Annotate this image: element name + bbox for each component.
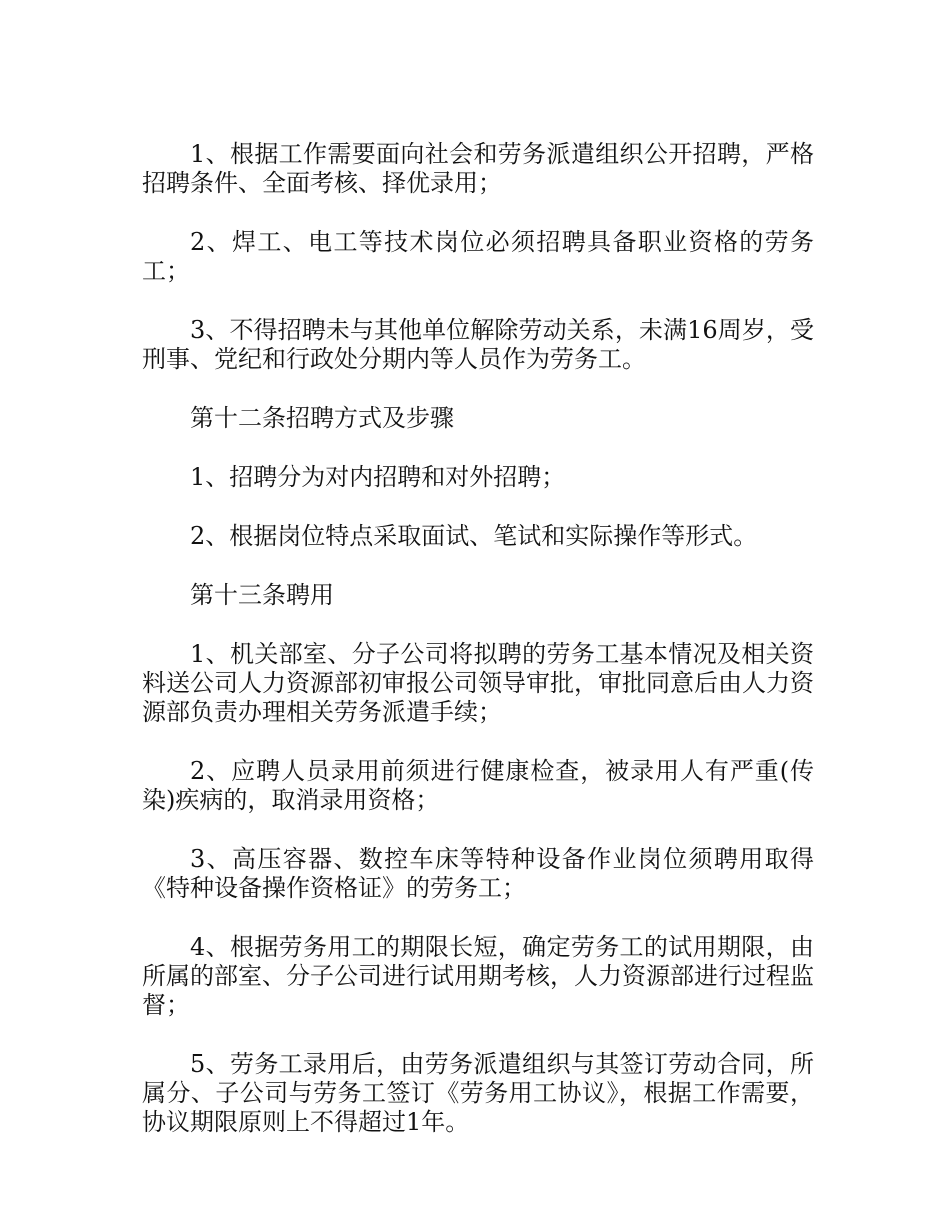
paragraph-item-4: 1、招聘分为对内招聘和对外招聘； xyxy=(190,463,566,491)
paragraph-item-3: 3、不得招聘未与其他单位解除劳动关系，未满16周岁，受刑事、党纪和行政处分期内等人员作为劳务工。 xyxy=(142,316,814,373)
paragraph-item-9: 4、根据劳务用工的期限长短，确定劳务工的试用期限，由所属的部室、分子公司进行试用期考核，人力资源部进行过程监督； xyxy=(142,933,814,1019)
paragraph-item-5: 2、根据岗位特点采取面试、笔试和实际操作等形式。 xyxy=(190,522,758,550)
paragraph-item-6: 1、机关部室、分子公司将拟聘的劳务工基本情况及相关资料送公司人力资源部初审报公司领导审批，审批同意后由人力资源部负责办理相关劳务派遣手续； xyxy=(142,640,814,726)
paragraph-item-1: 1、根据工作需要面向社会和劳务派遣组织公开招聘，严格招聘条件、全面考核、择优录用； xyxy=(142,140,814,197)
paragraph-item-2: 2、焊工、电工等技术岗位必须招聘具备职业资格的劳务工； xyxy=(142,228,814,285)
document-body xyxy=(142,140,814,1167)
paragraph-item-7: 2、应聘人员录用前须进行健康检查，被录用人有严重(传染)疾病的，取消录用资格； xyxy=(142,757,814,814)
paragraph-item-10: 5、劳务工录用后，由劳务派遣组织与其签订劳动合同，所属分、子公司与劳务工签订《劳务用工协议》，根据工作需要，协议期限原则上不得超过1年。 xyxy=(142,1050,814,1136)
article-13-heading: 第十三条聘用 xyxy=(190,581,334,609)
article-12-heading: 第十二条招聘方式及步骤 xyxy=(190,404,454,432)
paragraph-item-8: 3、高压容器、数控车床等特种设备作业岗位须聘用取得《特种设备操作资格证》的劳务工； xyxy=(142,845,814,902)
